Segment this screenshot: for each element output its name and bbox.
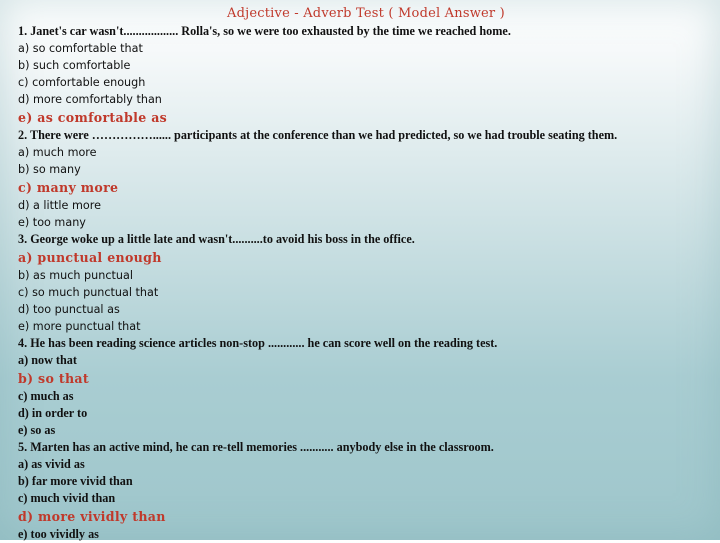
option-text: b) so many — [18, 163, 81, 176]
option-text: a) so comfortable that — [18, 42, 143, 55]
answer-text: e) as comfortable as — [18, 110, 168, 125]
option-text: c) comfortable enough — [18, 76, 146, 89]
question-text: 1. Janet's car wasn't.................. Rolla's, so we were too exhausted by the time we reached home. — [18, 24, 511, 38]
option-text: d) more comfortably than — [18, 93, 162, 106]
question-text: 2. There were ……………...... participants at the conference than we had predicted, so we had trouble seating them. — [18, 128, 618, 142]
option-text: b) as much punctual — [18, 269, 133, 282]
option-text: d) a little more — [18, 199, 101, 212]
option-text: b) far more vivid than — [18, 474, 133, 488]
option-text: e) so as — [18, 423, 56, 437]
answer-text: c) many more — [18, 180, 119, 195]
option-text: c) much vivid than — [18, 491, 116, 505]
option-text: c) so much punctual that — [18, 286, 159, 299]
question-text: 3. George woke up a little late and wasn't..........to avoid his boss in the office. — [18, 232, 415, 246]
option-text: b) such comfortable — [18, 59, 131, 72]
question-text: 4. He has been reading science articles non-stop ............ he can score well on the reading test. — [18, 336, 498, 350]
question-list — [18, 23, 718, 543]
option-text: d) in order to — [18, 406, 88, 420]
option-text: e) more punctual that — [18, 320, 141, 333]
answer-text: a) punctual enough — [18, 250, 162, 265]
option-text: a) now that — [18, 353, 77, 367]
option-text: a) as vivid as — [18, 457, 85, 471]
option-text: e) too vividly as — [18, 527, 99, 541]
page-title: Adjective - Adverb Test ( Model Answer ) — [227, 6, 505, 21]
option-text: e) too many — [18, 216, 86, 229]
question-text: 5. Marten has an active mind, he can re-tell memories ........... anybody else in the classroom. — [18, 440, 494, 454]
option-text: d) too punctual as — [18, 303, 120, 316]
option-text: a) much more — [18, 146, 97, 159]
answer-text: b) so that — [18, 371, 89, 386]
answer-text: d) more vividly than — [18, 509, 166, 524]
option-text: c) much as — [18, 389, 74, 403]
